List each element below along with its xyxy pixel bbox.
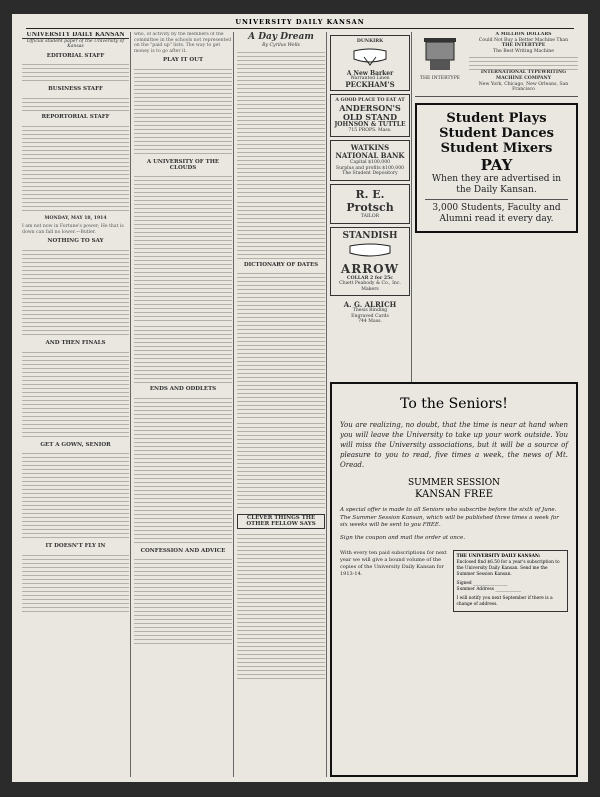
ad-peckham-top: DUNKIRK [356,39,384,44]
editorial-body [22,349,129,439]
column-rule [233,32,234,777]
column-rule [130,32,131,777]
newspaper-page [12,14,588,782]
pay-ad [415,103,578,233]
ad-intertype-body [469,54,578,70]
ad-arrow-collar: COLLAR 2 for 25c [346,275,394,281]
editorial-heading: AND THEN FINALS [45,339,106,346]
staff-list [22,95,129,111]
subscription-info [22,183,129,213]
ad-peckham-store: PECKHAM'S [345,79,395,89]
article-body [134,395,232,545]
coupon-signed-field[interactable]: Signed ________________ [456,581,508,586]
editorial-body [22,552,129,612]
collar-icon [350,47,390,69]
ad-peckham [330,35,410,91]
ad-arrow [330,227,410,297]
special-offer: A special offer is made to all Seniors who subscribe before the sixth of June. The Summer Session Kansan, which will be published three times a week for six weeks will be sent to you FREE. [340,507,559,528]
seniors-ad [330,382,578,777]
editorial-heading: IT DOESN'T FLY IN [45,543,106,550]
article-heading: PLAY IT OUT [162,57,204,64]
column-promotions [415,32,578,237]
poem-body [237,199,325,259]
date-line: MONDAY, MAY 18, 1914 [44,215,107,221]
divider [425,199,568,200]
ad-watkins-capital: Capital $100,000 [349,160,391,166]
column-rule [326,32,327,777]
offer-row [340,550,568,612]
ad-protsch-name: R. E. Protsch [346,187,394,214]
masthead: UNIVERSITY DAILY KANSAN [26,18,574,29]
ad-arrow-maker: Cluett Peabody & Co., Inc. Makers [339,281,401,292]
ad-anderson-owners: JOHNSON & TUTTLE [334,120,406,128]
ad-alrich-addr: 744 Mass. [358,319,382,325]
collar-icon [345,243,395,261]
official-line: Official student paper of the University of Kansas [26,38,125,50]
coupon-body: Enclosed find $6.50 for a year's subscription to the University Daily Kansan. Send me the Summer Session Kansan. [456,560,560,577]
ad-anderson-name: ANDERSON'S OLD STAND [339,102,401,122]
ad-arrow-brand: ARROW [340,261,400,276]
ad-watkins-depo: The Student Depository [342,171,398,177]
column-editorial [22,32,129,612]
intro-text: who, of activity by the members of the committee in the schools not represented on the "paid up" lists. The way to get money is to go after it. [134,32,232,54]
ad-anderson-line1: A GOOD PLACE TO EAT AT [335,98,405,104]
poem-title: A Day Dream [248,32,314,42]
editorial-body [22,247,129,337]
ad-intertype-figure [415,32,465,93]
column-poetry [237,32,325,681]
pay-line5: When they are advertised in the Daily Kansan. [431,173,562,195]
summer-line1: SUMMER SESSION [407,478,501,488]
column-ads [330,32,410,331]
reportorial-staff-heading: REPORTORIAL STAFF [41,113,110,120]
ad-anderson [330,94,410,137]
dictionary-body [237,270,325,420]
nameplate: UNIVERSITY DAILY KANSAN [22,32,129,39]
poem-body [237,49,325,199]
dictionary-body [237,420,325,510]
article-body [134,323,232,383]
coupon-address-field[interactable]: Summer Address ____________ [456,587,522,592]
article-heading: CONFESSION AND ADVICE [140,547,226,554]
editorial-heading: NOTHING TO SAY [47,238,104,245]
ad-intertype-l4: The Best Writing Machine [493,48,554,54]
seniors-title: To the Seniors! [400,396,508,412]
ad-watkins [330,140,410,181]
article-body [134,173,232,323]
editorial-heading: GET A GOWN, SENIOR [40,441,111,448]
pay-line3: Student Mixers [440,140,553,156]
ad-intertype-cities: New York, Chicago, New Orleans, San Francisco [478,81,569,93]
ad-intertype-l2: Could Not Buy a Better Machine Than [478,37,569,43]
ad-intertype-text [469,32,578,93]
coupon-note: I will notify you next September if there is a change of address. [456,596,553,607]
ad-alrich-name: A. G. ALRICH [343,300,397,310]
bound-volume-text: With every ten paid subscriptions for next year we will give a bound volume of the copies of the University Daily Kansan for 1913-14. [340,550,447,577]
clever-things-heading: CLEVER THINGS THE OTHER FELLOW SAYS [237,514,325,529]
ad-intertype-l3: THE INTERTYPE [501,43,546,49]
pay-line4: PAY [480,155,513,174]
summer-line2: KANSAN FREE [414,489,494,500]
coupon-address-label: Summer Address [456,587,494,592]
coupon-heading: THE UNIVERSITY DAILY KANSAN: [456,554,541,559]
ad-anderson-sub: 715 PROPS. Mass. [348,127,392,133]
ad-peckham-name: A New Barker [346,69,394,77]
coupon[interactable] [453,550,569,612]
article-body [134,66,232,156]
article-heading: A UNIVERSITY OF THE CLOUDS [146,158,220,171]
ad-intertype-l1: A MILLION DOLLARS [495,32,552,37]
staff-list [22,61,129,83]
sign-line: Sign the coupon and mail the order at once. [340,534,466,541]
poem-byline: By Cyrilus Wells [262,43,300,48]
ad-protsch-sub: TAILOR [360,213,380,219]
ad-intertype-caption: THE INTERTYPE [419,76,461,81]
seniors-body: You are realizing, no doubt, that the time is near at hand when you will leave the University to take up your work outside. You will miss the University associations, but it will be a source of pleasure to you to read, five times a week, the news of Mt. Oread. [340,421,568,469]
ad-alrich-sub2: Engraved Cards [351,313,389,319]
staff-list [22,123,129,183]
ad-alrich [330,299,410,327]
ad-intertype [415,32,578,97]
editorial-staff-heading: EDITORIAL STAFF [46,52,105,59]
ad-peckham-sub: Warranted Linen [350,76,390,82]
ad-intertype-company: INTERNATIONAL TYPEWRITING MACHINE COMPANY [480,70,567,81]
ad-protsch [330,184,410,224]
dictionary-heading: DICTIONARY OF DATES [243,261,319,268]
coupon-signed-label: Signed [456,581,472,586]
ad-watkins-surplus: Surplus and profits $100,000 [335,165,405,171]
clever-things-body [237,531,325,681]
ad-alrich-sub: Thesis Binding [352,307,388,313]
ad-watkins-name: WATKINS NATIONAL BANK [335,143,405,161]
pay-line6: 3,000 Students, Faculty and Alumni read it every day. [432,202,561,224]
quote: I am not now in Fortune's power; He that is down can fall no lower.—Butler. [22,224,124,235]
pay-line1: Student Plays [446,110,547,126]
editorial-body [22,450,129,540]
pay-line2: Student Dances [439,125,554,141]
column-editorial-2 [134,32,232,646]
ad-arrow-name: STANDISH [342,230,398,241]
article-heading: ENDS AND ODDLETS [149,386,217,393]
business-staff-heading: BUSINESS STAFF [48,86,103,93]
article-body [134,556,232,646]
typewriter-icon [420,34,460,74]
